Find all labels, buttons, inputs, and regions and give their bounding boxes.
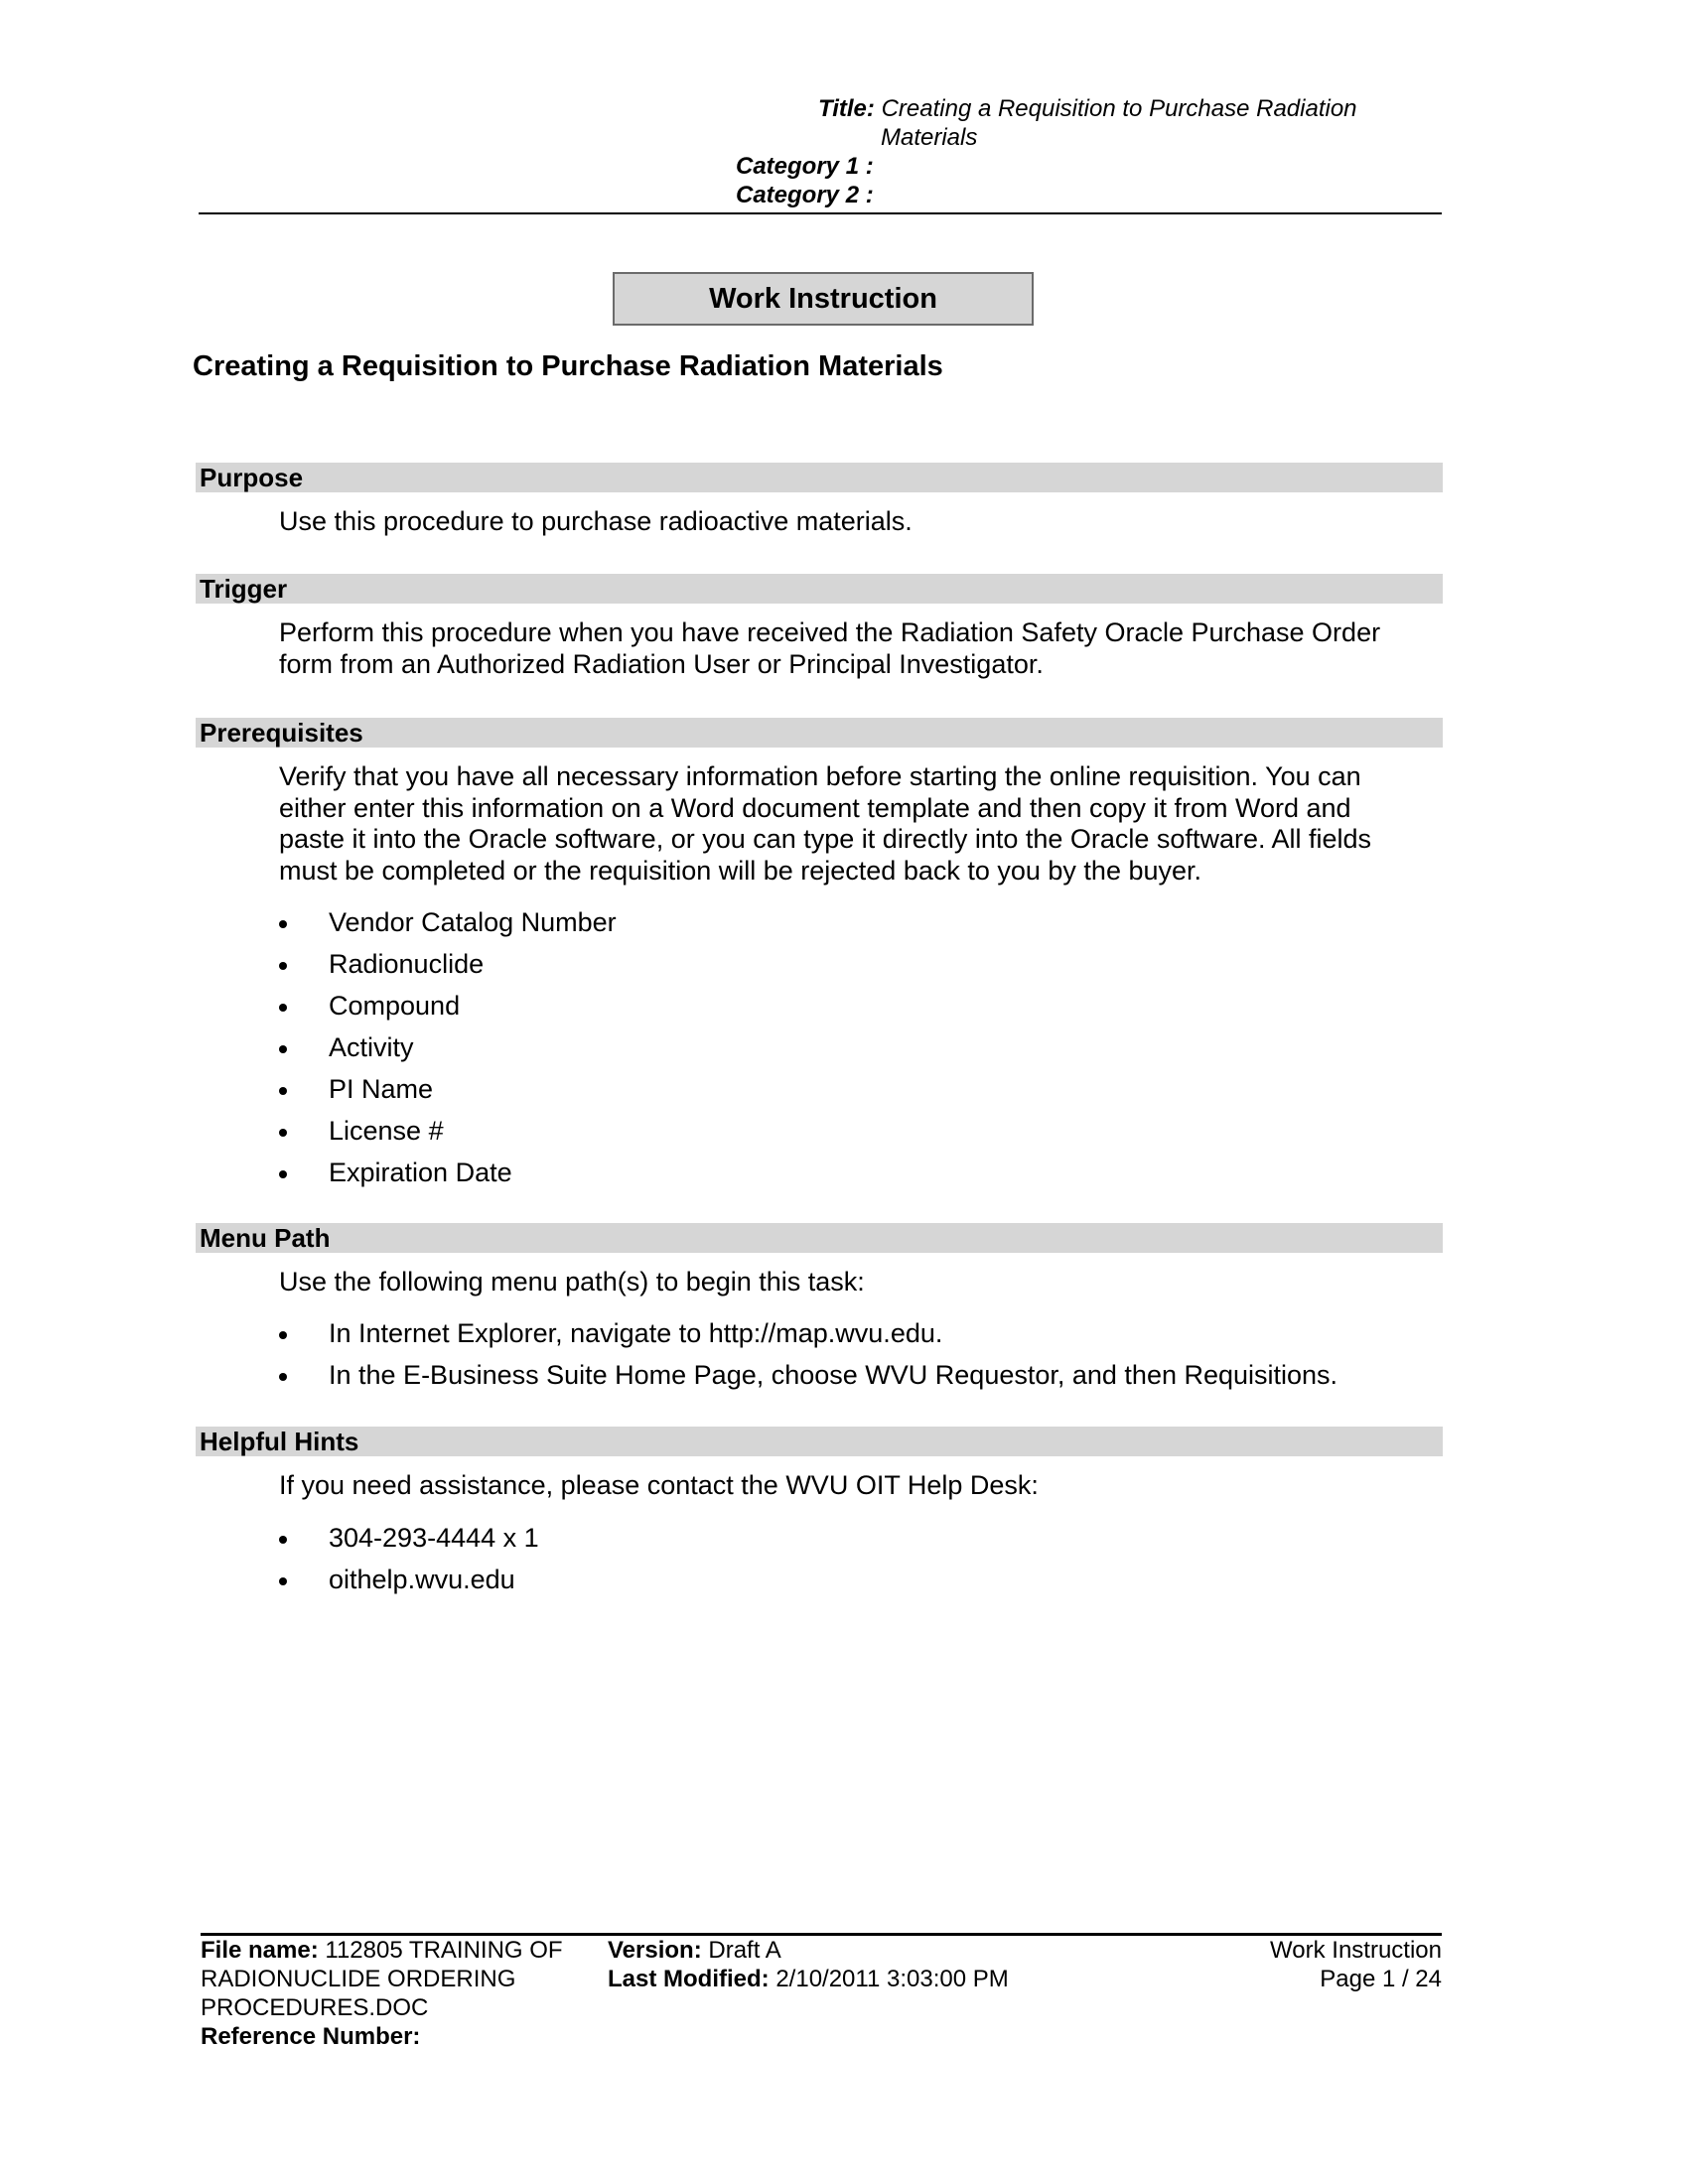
trigger-text-line: Perform this procedure when you have received the Radiation Safety Oracle Purchase Order: [279, 617, 1381, 647]
footer-last-modified-value: 2/10/2011 3:03:00 PM: [775, 1966, 1009, 1992]
prerequisites-text-line: paste it into the Oracle software, or you can type it directly into the Oracle software. All fields: [279, 824, 1372, 854]
footer-version-label: Version:: [608, 1937, 702, 1964]
section-heading-purpose: Purpose: [196, 463, 1443, 492]
purpose-text: Use this procedure to purchase radioactive materials.: [279, 506, 913, 536]
bullet-icon: [279, 1577, 287, 1585]
bullet-icon: [279, 1045, 287, 1053]
list-item-text: 304-293-4444 x 1: [329, 1523, 539, 1553]
list-item: [279, 985, 617, 1026]
header-category-1-label: Category 1 :: [736, 153, 874, 180]
list-item: [279, 1517, 539, 1559]
document-footer: [201, 1933, 1442, 2050]
list-item-text: Vendor Catalog Number: [329, 907, 617, 937]
footer-doc-type: Work Instruction: [1270, 1937, 1442, 1964]
list-item: [279, 901, 617, 943]
trigger-text: [279, 617, 1431, 680]
header-category-2-label: Category 2 :: [736, 182, 874, 208]
list-item-text: Activity: [329, 1032, 414, 1062]
list-item: [279, 1152, 617, 1193]
prerequisites-text: [279, 761, 1431, 887]
header-title-row: [818, 95, 1357, 123]
bullet-icon: [279, 1087, 287, 1095]
bullet-icon: [279, 1170, 287, 1178]
footer-last-modified-label: Last Modified:: [608, 1966, 770, 1992]
bullet-icon: [279, 1004, 287, 1012]
work-instruction-box: Work Instruction: [613, 272, 1034, 326]
bullet-icon: [279, 962, 287, 970]
bullet-icon: [279, 1129, 287, 1137]
footer-version-line: [608, 1936, 1009, 1965]
header-title-value-continued: Materials: [881, 124, 978, 151]
prerequisites-list: [279, 901, 617, 1193]
list-item: [279, 1354, 1337, 1396]
footer-file-name-label: File name:: [201, 1937, 319, 1964]
header-title-value: Creating a Requisition to Purchase Radiation: [881, 95, 1357, 122]
footer-file-name-value: 112805 TRAINING OF: [325, 1937, 563, 1964]
list-item-text: License #: [329, 1116, 444, 1146]
bullet-icon: [279, 1331, 287, 1339]
helpful-hints-text: If you need assistance, please contact the WVU OIT Help Desk:: [279, 1470, 1039, 1500]
list-item-text: In the E-Business Suite Home Page, choose WVU Requestor, and then Requisitions.: [329, 1360, 1338, 1390]
menu-path-list: [279, 1312, 1337, 1396]
document-header: [199, 95, 1442, 214]
list-item-text: In Internet Explorer, navigate to http://map.wvu.edu.: [329, 1318, 943, 1348]
prerequisites-text-line: Verify that you have all necessary information before starting the online requisition. You can: [279, 761, 1361, 791]
trigger-text-line: form from an Authorized Radiation User or Principal Investigator.: [279, 648, 1044, 679]
footer-page-info: [1270, 1936, 1442, 1993]
menu-path-text: Use the following menu path(s) to begin this task:: [279, 1267, 865, 1297]
footer-file-name-continued: RADIONUCLIDE ORDERING: [201, 1966, 516, 1992]
list-item-text: Radionuclide: [329, 949, 485, 979]
footer-file-info: [201, 1936, 618, 2051]
list-item-text: Compound: [329, 991, 461, 1021]
footer-version-info: [608, 1936, 1009, 1993]
list-item: [279, 1110, 617, 1152]
footer-version-value: Draft A: [708, 1937, 781, 1964]
list-item: [279, 943, 617, 985]
footer-page-number: Page 1 / 24: [1320, 1966, 1442, 1992]
list-item-text: oithelp.wvu.edu: [329, 1565, 515, 1594]
prerequisites-text-line: either enter this information on a Word document template and then copy it from Word and: [279, 792, 1351, 823]
list-item: [279, 1559, 539, 1600]
list-item-text: PI Name: [329, 1074, 434, 1104]
list-item: [279, 1026, 617, 1068]
list-item: [279, 1068, 617, 1110]
bullet-icon: [279, 1536, 287, 1544]
section-heading-helpful-hints: Helpful Hints: [196, 1427, 1443, 1456]
helpful-hints-list: [279, 1517, 539, 1600]
bullet-icon: [279, 1373, 287, 1381]
document-title: Creating a Requisition to Purchase Radiation Materials: [193, 350, 943, 382]
header-title-label: Title:: [818, 95, 875, 122]
section-heading-trigger: Trigger: [196, 574, 1443, 604]
list-item: [279, 1312, 1337, 1354]
footer-reference-number-label: Reference Number:: [201, 2023, 421, 2050]
bullet-icon: [279, 920, 287, 928]
footer-last-modified-line: [608, 1965, 1009, 1993]
section-heading-prerequisites: Prerequisites: [196, 718, 1443, 748]
prerequisites-text-line: must be completed or the requisition will be rejected back to you by the buyer.: [279, 855, 1202, 886]
list-item-text: Expiration Date: [329, 1158, 512, 1187]
section-heading-menu-path: Menu Path: [196, 1223, 1443, 1253]
footer-file-name-continued: PROCEDURES.DOC: [201, 1994, 429, 2021]
footer-file-name-line: [201, 1936, 618, 1965]
